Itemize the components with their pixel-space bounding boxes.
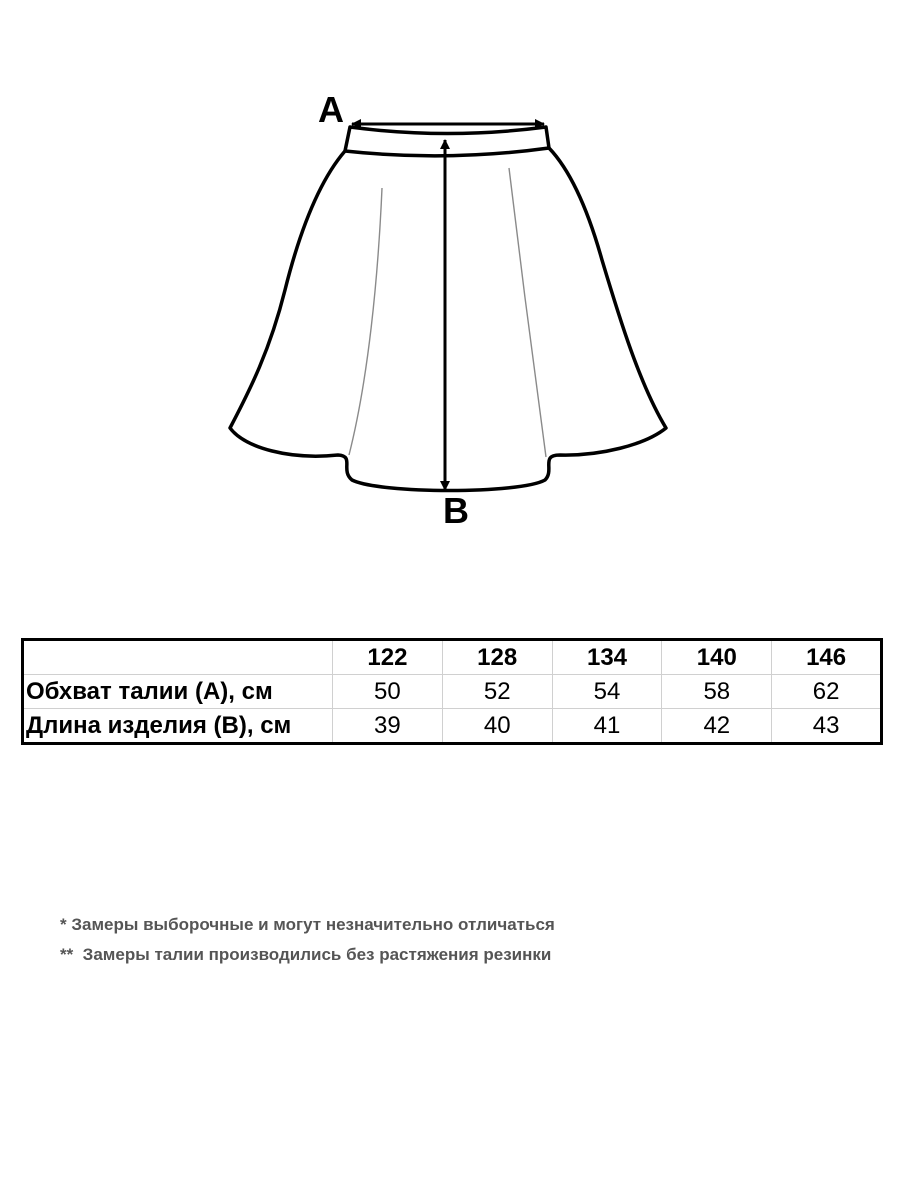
size-header: 128	[442, 640, 552, 675]
row-label-length: Длина изделия (В), см	[23, 709, 333, 744]
size-table	[21, 638, 883, 745]
skirt-body	[230, 148, 666, 491]
table-row	[23, 675, 882, 709]
table-cell: 62	[772, 675, 882, 709]
fold-line-right	[509, 168, 546, 457]
table-cell: 54	[552, 675, 662, 709]
table-cell: 43	[772, 709, 882, 744]
note-sampling: * Замеры выборочные и могут незначительно отличаться	[60, 915, 555, 934]
table-cell: 41	[552, 709, 662, 744]
size-header: 122	[333, 640, 443, 675]
table-cell: 40	[442, 709, 552, 744]
table-cell: 42	[662, 709, 772, 744]
size-header: 140	[662, 640, 772, 675]
fold-lines	[349, 168, 546, 457]
table-cell: 52	[442, 675, 552, 709]
row-label-waist: Обхват талии (А), см	[23, 675, 333, 709]
label-b: B	[443, 490, 469, 531]
fold-line-left	[349, 188, 382, 455]
table-header-row	[23, 640, 882, 675]
note-waist-elastic: ** Замеры талии производились без растяжения резинки	[60, 945, 552, 964]
table-corner	[23, 640, 333, 675]
table-cell: 50	[333, 675, 443, 709]
size-header: 134	[552, 640, 662, 675]
table-cell: 39	[333, 709, 443, 744]
size-header: 146	[772, 640, 882, 675]
table-row	[23, 709, 882, 744]
table-cell: 58	[662, 675, 772, 709]
skirt-diagram	[0, 0, 900, 560]
label-a: A	[318, 89, 344, 130]
skirt-outline	[230, 127, 666, 491]
waistband	[345, 127, 549, 156]
